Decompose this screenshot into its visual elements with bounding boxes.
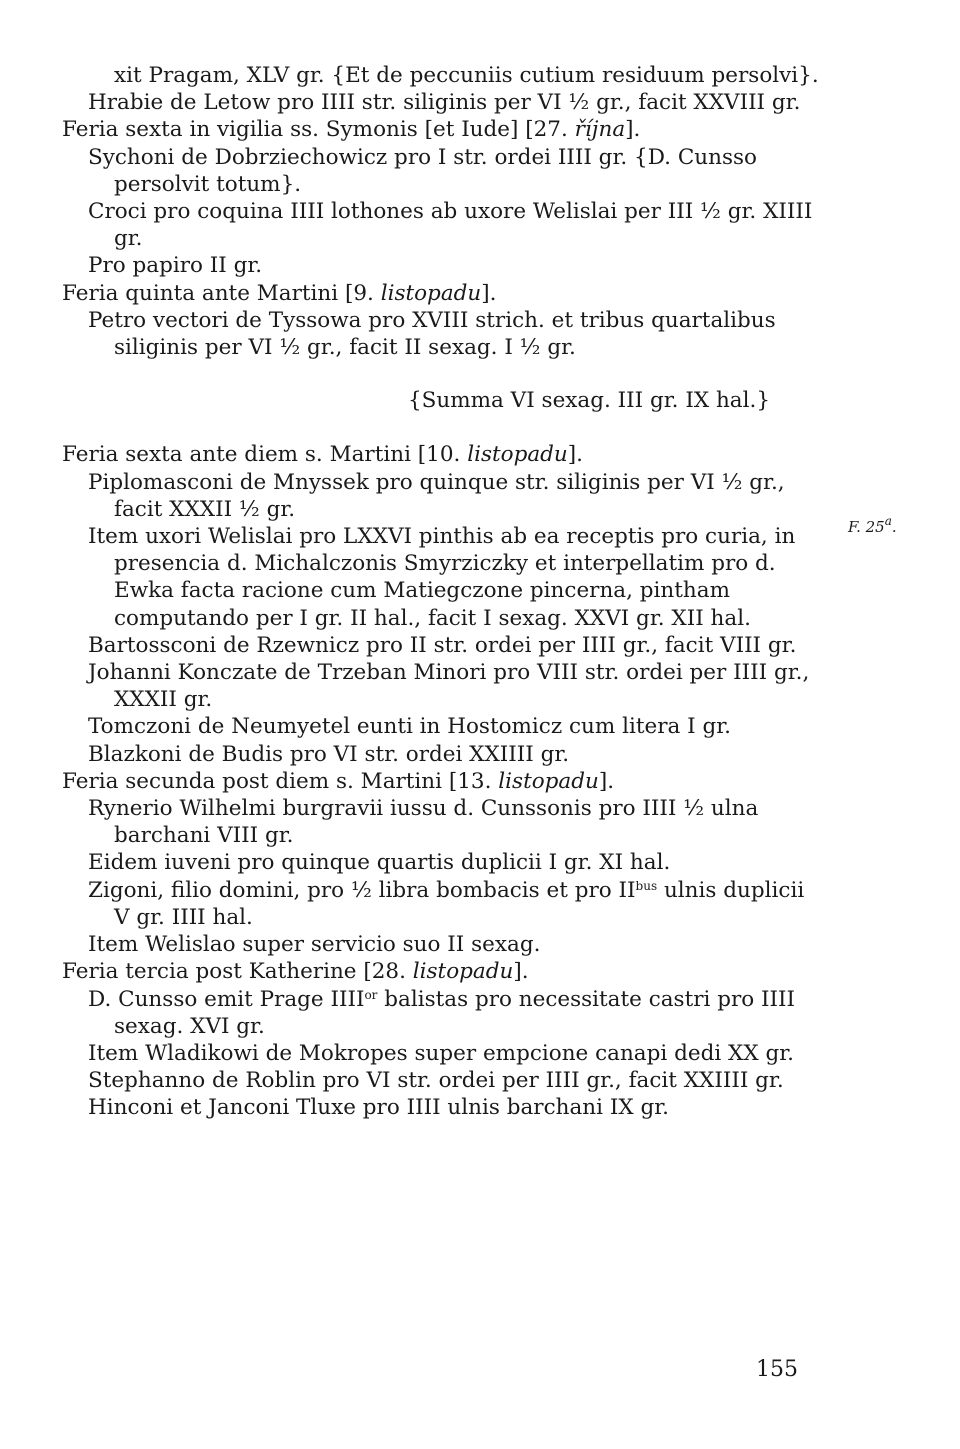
ledger-entry: D. Cunsso emit Prage $IIII^{or}$ balistas pro necessitate castri pro IIII sexag. XVI gr.	[88, 986, 796, 1039]
ledger-entry: Sychoni de Dobrziechowicz pro I str. ordei IIII gr. {D. Cunsso persolvit totum}.	[88, 144, 757, 197]
ledger-entry: Hrabie de Letow pro IIII str. siliginis per VI ½ gr., facit XXVIII gr.	[88, 90, 801, 116]
ledger-entry: Stephanno de Roblin pro VI str. ordei per IIII gr., facit XXIIII gr.	[88, 1068, 784, 1094]
entries-block-2	[62, 441, 822, 1121]
ledger-entry: Zigoni, filio domini, pro ½ libra bombacis et pro $II^{bus}$ ulnis duplicii V gr. IIII hal.	[88, 877, 805, 930]
ledger-entry: Item Wladikowi de Mokropes super empcione canapi dedi XX gr.	[88, 1040, 795, 1066]
ledger-entry: Petro vectori de Tyssowa pro XVIII strich. et tribus quartalibus siliginis per VI ½ gr., facit II sexag. I ½ gr.	[88, 307, 776, 361]
ledger-entry: Blazkoni de Budis pro VI str. ordei XXIIII gr.	[88, 741, 570, 767]
ledger-entry: Item Welislao super servicio suo II sexag.	[88, 932, 541, 958]
date-heading: Feria sexta in vigilia ss. Symonis [et Iude] [27. října].	[62, 117, 641, 143]
ledger-entry: Bartossconi de Rzewnicz pro II str. ordei per IIII gr., facit VIII gr.	[88, 632, 797, 658]
ledger-entry: Croci pro coquina IIII lothones ab uxore Welislai per III ½ gr. XIIII gr.	[88, 199, 813, 252]
ledger-entry: Piplomasconi de Mnyssek pro quinque str. siliginis per VI ½ gr., facit XXXII ½ gr.	[88, 469, 785, 522]
ledger-entry: Tomczoni de Neumyetel eunti in Hostomicz cum litera I gr.	[88, 714, 732, 740]
ledger-entry: Rynerio Wilhelmi burgravii iussu d. Cunssonis pro IIII ½ ulna barchani VIII gr.	[88, 796, 759, 849]
ledger-entry: Eidem iuveni pro quinque quartis duplicii I gr. XI hal.	[88, 850, 671, 876]
text-body	[62, 62, 822, 1122]
ledger-entry: Hinconi et Janconi Tluxe pro IIII ulnis barchani IX gr.	[88, 1095, 669, 1121]
ledger-entry: Pro papiro II gr.	[88, 253, 263, 279]
entries-block-1	[62, 62, 822, 361]
ledger-entry: xit Pragam, XLV gr. {Et de peccuniis cutium residuum persolvi}.	[114, 63, 819, 88]
date-heading: Feria quinta ante Martini [9. listopadu].	[62, 280, 497, 306]
folio-margin-note: F. 25$^a$.	[848, 514, 897, 536]
ledger-entry: Item uxori Welislai pro LXXVI pinthis ab ea receptis pro curia, in presencia d. Michalczonis Smyrziczky et interpellatim pro d. Ewka facta racione cum Matiegczone pincerna, pintham computando per I gr. II hal., facit I sexag. XXVI gr. XII hal.	[88, 524, 796, 631]
date-heading: Feria sexta ante diem s. Martini [10. listopadu].	[62, 442, 583, 468]
date-heading: Feria tercia post Katherine [28. listopadu].	[62, 959, 529, 985]
ledger-entry: Johanni Konczate de Trzeban Minori pro VIII str. ordei per IIII gr., XXXII gr.	[88, 660, 810, 713]
page-number: 155	[756, 1357, 798, 1382]
date-heading: Feria secunda post diem s. Martini [13. listopadu].	[62, 768, 615, 794]
summa-line: {Summa VI sexag. III gr. IX hal.}	[408, 388, 771, 414]
